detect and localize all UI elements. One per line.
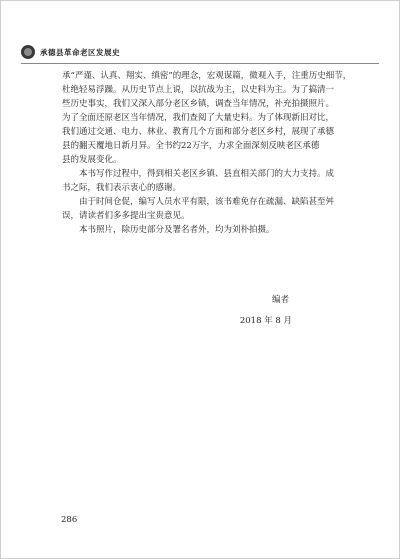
body-line: 本书写作过程中，得到相关老区乡镇、县直相关部门的大力支持。成: [79, 169, 335, 179]
body-line: 县的发展变化。: [62, 155, 122, 165]
body-line: 本书照片，除历史部分及署名者外，均为刘朴拍摄。: [79, 225, 275, 235]
header-divider: [21, 63, 379, 64]
body-line: 承“严谨、认真、翔实、缜密”的理念，宏观谋篇，微观入手，注重历史细节，: [62, 71, 352, 81]
body-line: 由于时间仓促，编写人员水平有限，该书难免存在疏漏、缺陷甚至舛: [79, 197, 335, 207]
author-signature: 编者: [271, 295, 289, 305]
body-line: 书之际，我们表示衷心的感谢。: [62, 183, 182, 193]
body-text: [62, 69, 352, 237]
body-line: 为了全面还原老区当年情况，我们查阅了大量史料。为了体现新旧对比，: [62, 113, 335, 123]
running-header-title: 承德县革命老区发展史: [40, 47, 120, 57]
running-header: [21, 45, 120, 59]
book-emblem-icon: [21, 45, 35, 59]
body-line: 误，请读者们多多提出宝贵意见。: [62, 211, 190, 221]
page-number: 286: [61, 515, 78, 525]
body-line: 杜绝轻易浮躁。从历史节点上说，以抗战为主，以史料为主。为了搞清一: [62, 85, 335, 95]
body-line: 些历史事实，我们又深入部分老区乡镇，调查当年情况，补充拍摄照片。: [62, 99, 335, 109]
body-line: 我们通过交通、电力、林业、教育几个方面和部分老区乡村，展现了承德: [62, 127, 335, 137]
body-line: 县的翻天覆地日新月异。全书约22万字，力求全面深刻反映老区承德: [62, 141, 320, 151]
signature-date: 2018 年 8 月: [239, 316, 292, 326]
